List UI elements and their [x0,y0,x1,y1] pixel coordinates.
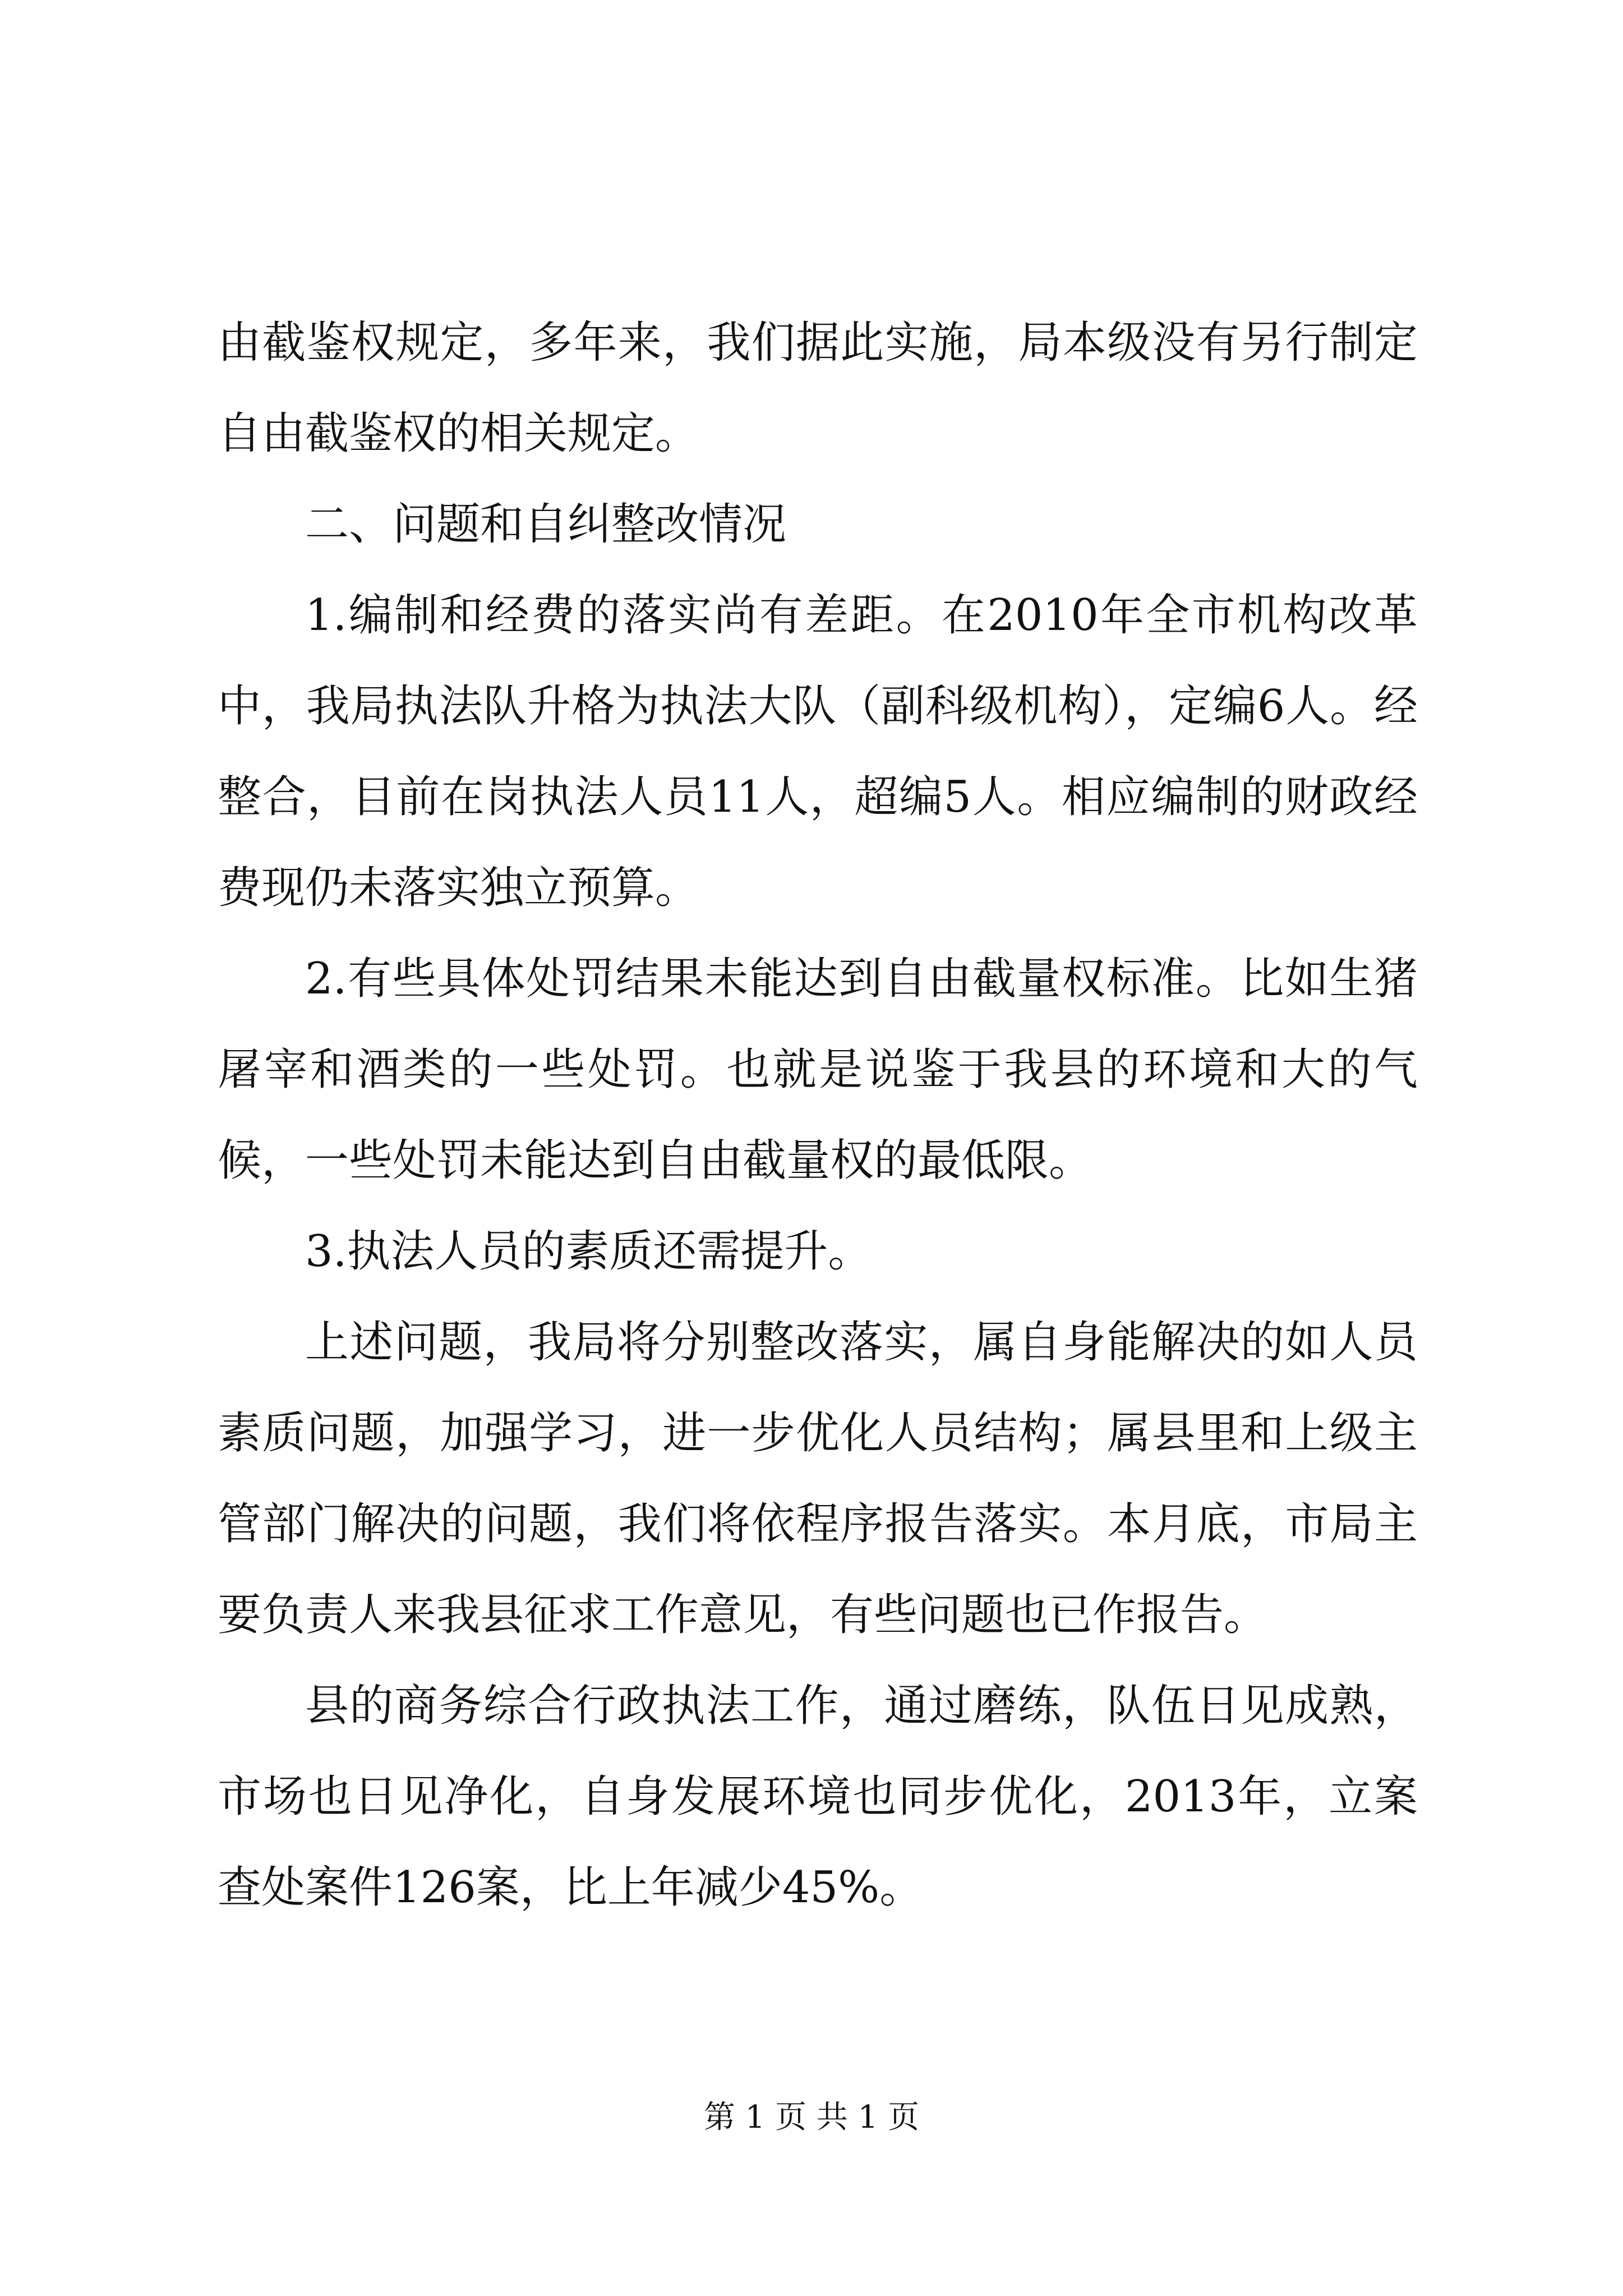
document-body [218,297,1418,1933]
paragraph-item-1: 1.编制和经费的落实尚有差距。在2010年全市机构改革中，我局执法队升格为执法大队（副科级机构），定编6人。经整合，目前在岗执法人员11人，超编5人。相应编制的财政经费现仍未落实独立预算。 [218,590,1418,913]
paragraph-summary: 县的商务综合行政执法工作，通过磨练，队伍日见成熟，市场也日见净化，自身发展环境也同步优化，2013年，立案查处案件126案，比上年减少45%。 [218,1681,1418,1913]
page-number-label: 第 1 页 共 1 页 [703,2099,920,2136]
paragraph-rectification: 上述问题，我局将分别整改落实，属自身能解决的如人员素质问题，加强学习，进一步优化人员结构；属县里和上级主管部门解决的问题，我们将依程序报告落实。本月底，市局主要负责人来我县征求工作意见，有些问题也已作报告。 [218,1317,1418,1640]
paragraph-item-2: 2.有些具体处罚结果未能达到自由截量权标准。比如生猪屠宰和酒类的一些处罚。也就是说鉴于我县的环境和大的气候，一些处罚未能达到自由截量权的最低限。 [218,954,1418,1186]
paragraph-item-3: 3.执法人员的素质还需提升。 [305,1226,872,1277]
section-heading-problems: 二、问题和自纠整改情况 [305,499,787,550]
page-footer [0,2095,1623,2140]
paragraph-continuation: 由截鉴权规定，多年来，我们据此实施，局本级没有另行制定自由截鉴权的相关规定。 [218,318,1418,459]
